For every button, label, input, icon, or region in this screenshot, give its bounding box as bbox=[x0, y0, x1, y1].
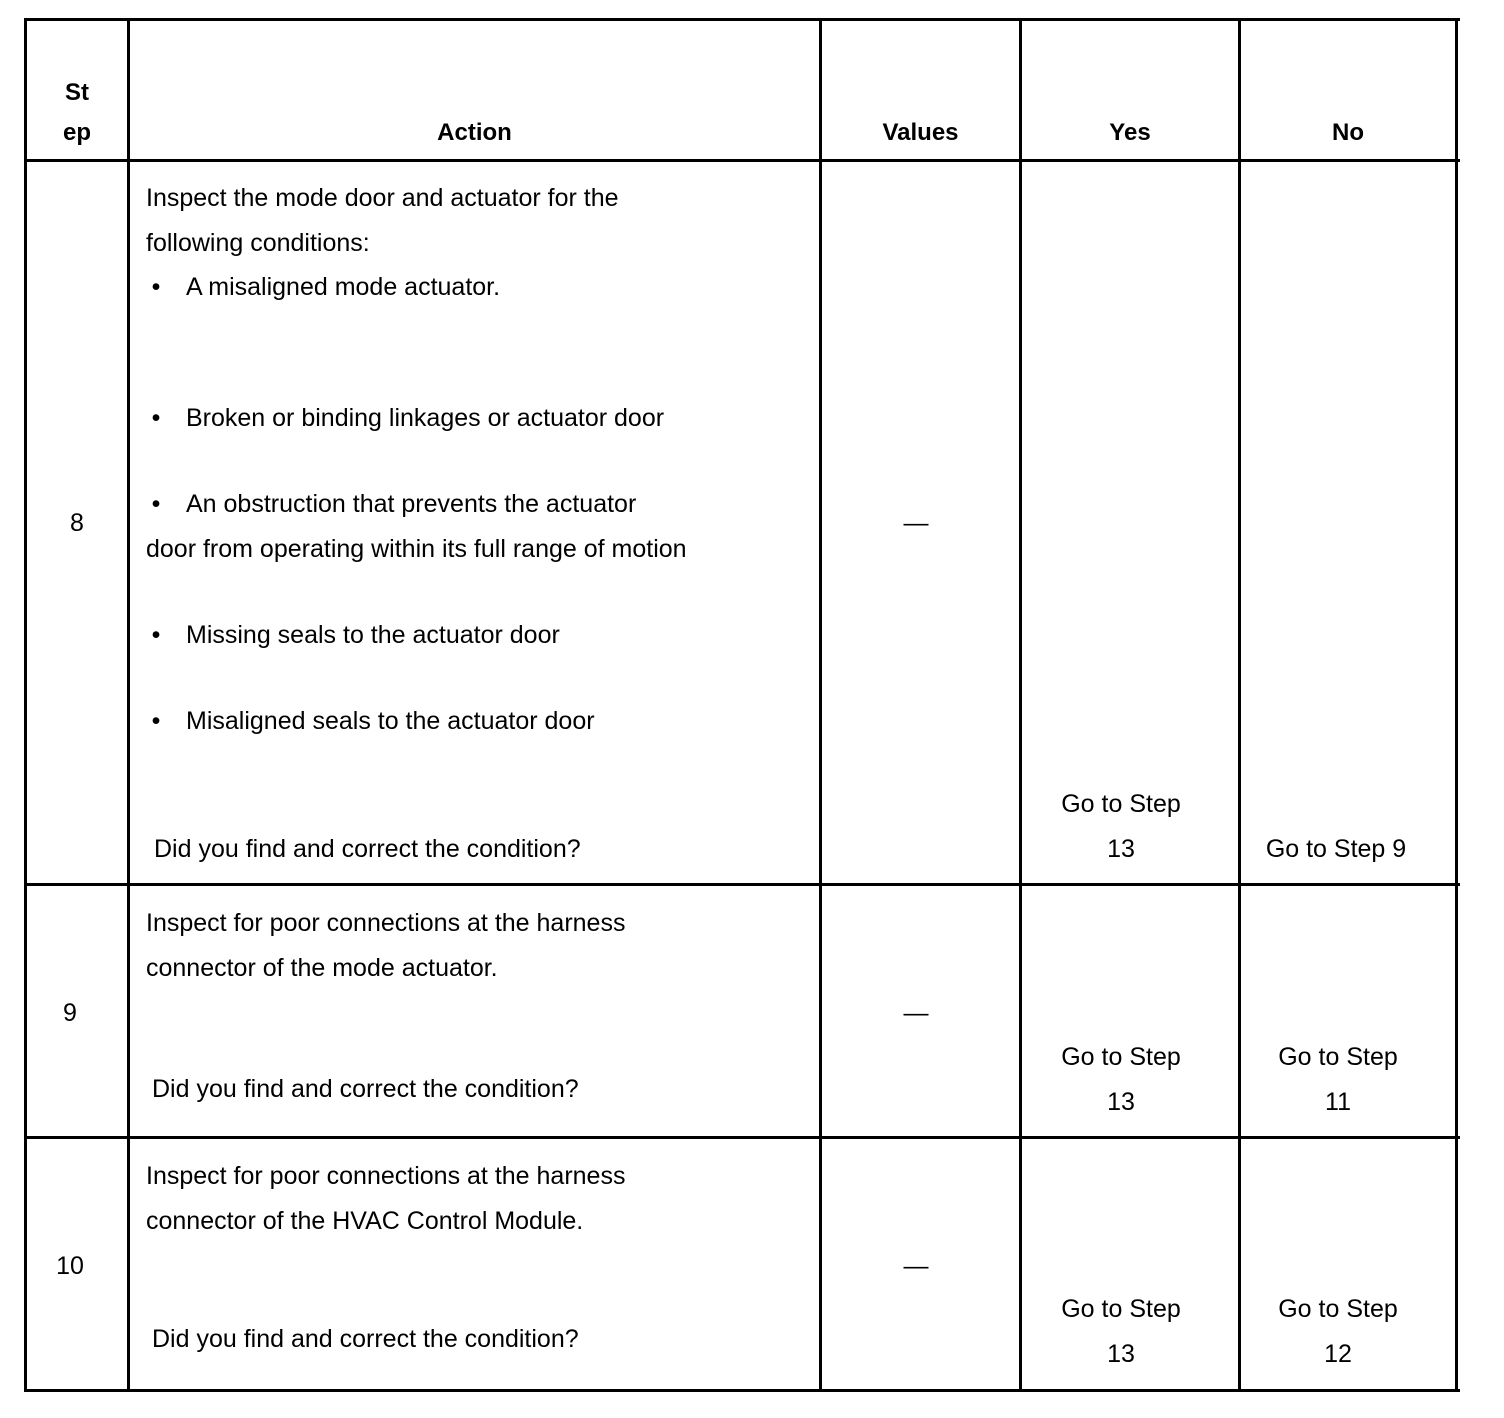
header-step bbox=[27, 73, 127, 153]
header-values: Values bbox=[882, 119, 959, 146]
header-no: No bbox=[1332, 119, 1364, 146]
yes-cell-line1: Go to Step bbox=[1061, 1295, 1181, 1323]
step-number: 8 bbox=[70, 509, 84, 537]
bullet-text: A misaligned mode actuator. bbox=[186, 273, 501, 301]
grid-line-yes-no bbox=[1238, 18, 1241, 1392]
no-cell-line1: Go to Step bbox=[1278, 1043, 1398, 1071]
action-question: Did you find and correct the condition? bbox=[152, 1325, 579, 1353]
bullet-continuation: door from operating within its full range of motion bbox=[146, 535, 687, 563]
bullet-icon: • bbox=[151, 404, 161, 432]
step-number: 10 bbox=[56, 1252, 84, 1280]
yes-cell-line1: Go to Step bbox=[1061, 790, 1181, 818]
no-cell-line2: 11 bbox=[1325, 1088, 1351, 1116]
header-step-line1: St bbox=[65, 79, 89, 106]
action-question: Did you find and correct the condition? bbox=[154, 835, 581, 863]
action-line2: connector of the HVAC Control Module. bbox=[146, 1207, 584, 1235]
header-yes: Yes bbox=[1109, 119, 1151, 146]
grid-line-step-action bbox=[127, 18, 130, 1392]
bullet-text: Misaligned seals to the actuator door bbox=[186, 707, 595, 735]
yes-cell-line2: 13 bbox=[1107, 835, 1135, 863]
action-intro-line1: Inspect the mode door and actuator for the bbox=[146, 184, 619, 212]
values-cell: — bbox=[903, 1252, 929, 1280]
bullet-text: Missing seals to the actuator door bbox=[186, 621, 560, 649]
action-intro-line2: following conditions: bbox=[146, 229, 370, 257]
grid-line-values-yes bbox=[1019, 18, 1022, 1392]
values-cell: — bbox=[903, 509, 929, 537]
bullet-icon: • bbox=[151, 490, 161, 518]
action-line1: Inspect for poor connections at the harness bbox=[146, 909, 626, 937]
action-line1: Inspect for poor connections at the harness bbox=[146, 1162, 626, 1190]
bullet-text: An obstruction that prevents the actuator bbox=[186, 490, 637, 518]
grid-line-bottom bbox=[26, 1389, 1460, 1392]
no-cell-line2: 12 bbox=[1324, 1340, 1352, 1368]
grid-line-right bbox=[1455, 18, 1458, 1392]
grid-line-row8-bottom bbox=[26, 883, 1460, 886]
header-step-line2: ep bbox=[62, 119, 91, 146]
yes-cell-line2: 13 bbox=[1107, 1088, 1135, 1116]
bullet-icon: • bbox=[151, 621, 161, 649]
yes-cell-line1: Go to Step bbox=[1061, 1043, 1181, 1071]
no-cell-line1: Go to Step 9 bbox=[1265, 835, 1407, 863]
grid-line-row9-bottom bbox=[26, 1136, 1460, 1139]
bullet-icon: • bbox=[151, 707, 161, 735]
step-number: 9 bbox=[63, 999, 77, 1027]
header-action: Action bbox=[437, 119, 512, 146]
action-line2: connector of the mode actuator. bbox=[146, 954, 498, 982]
no-cell-line1: Go to Step bbox=[1278, 1295, 1398, 1323]
bullet-text: Broken or binding linkages or actuator door bbox=[186, 404, 665, 432]
values-cell: — bbox=[903, 999, 929, 1027]
grid-line-top bbox=[24, 18, 1460, 21]
grid-line-action-values bbox=[819, 18, 822, 1392]
action-question: Did you find and correct the condition? bbox=[152, 1075, 579, 1103]
yes-cell-line2: 13 bbox=[1107, 1340, 1135, 1368]
grid-line-header-bottom bbox=[24, 159, 1460, 162]
grid-line-left bbox=[24, 18, 27, 1392]
bullet-icon: • bbox=[151, 273, 161, 301]
